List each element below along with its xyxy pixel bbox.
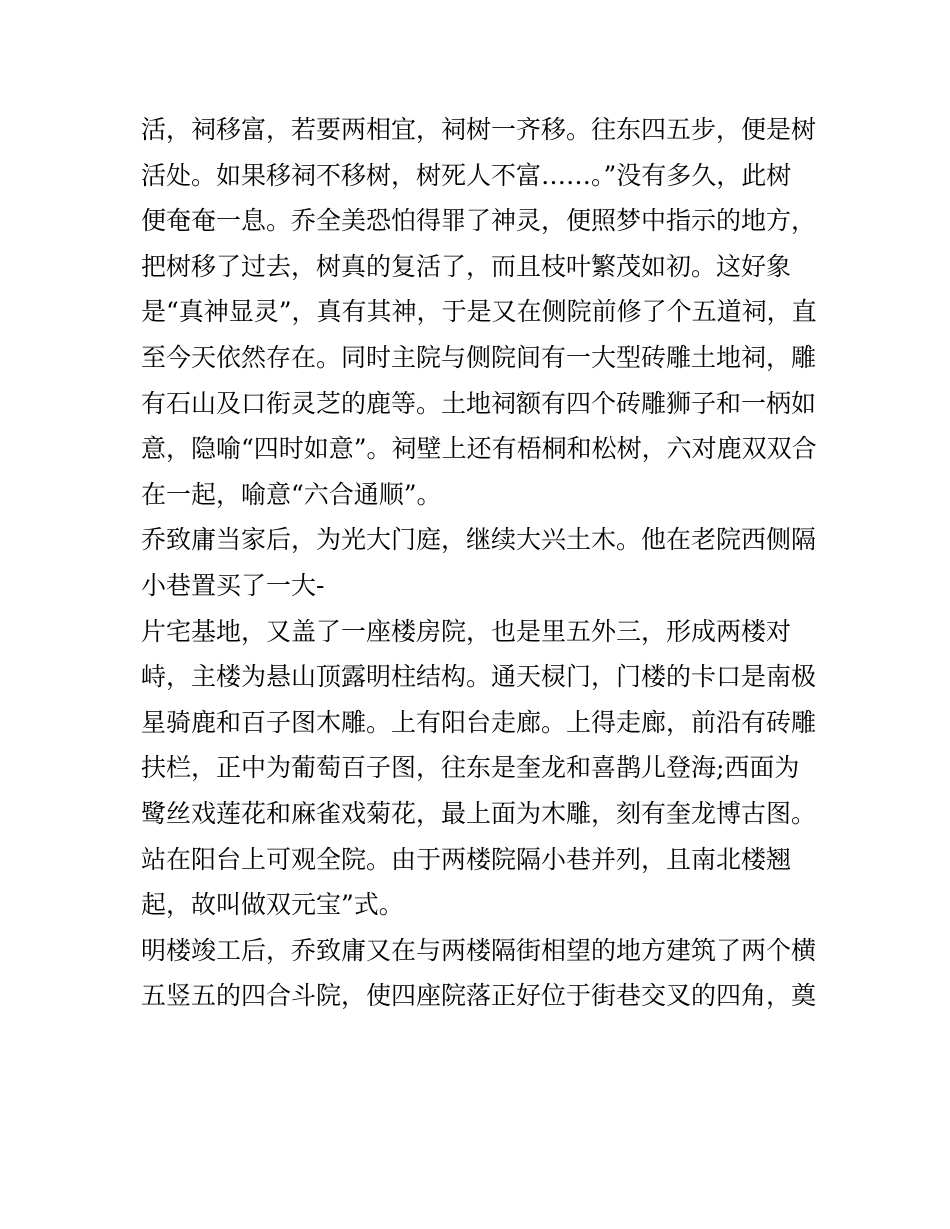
text-line: 星骑鹿和百子图木雕。上有阳台走廊。上得走廊，前沿有砖雕: [141, 707, 817, 737]
text-line: 五竖五的四合斗院，使四座院落正好位于街巷交叉的四角，奠: [141, 981, 817, 1011]
text-line: 峙，主楼为悬山顶露明柱结构。通天棂门，门楼的卡口是南极: [141, 662, 817, 692]
text-line: 站在阳台上可观全院。由于两楼院隔小巷并列，且南北楼翘: [141, 844, 792, 874]
text-line: 把树移了过去，树真的复活了，而且枝叶繁茂如初。这好象: [141, 251, 792, 281]
text-line: 活，祠移富，若要两相宜，祠树一齐移。往东四五步，便是树: [141, 115, 817, 144]
text-line: 是“真神显灵”，真有其神，于是又在侧院前修了个五道祠，直: [141, 297, 817, 327]
body-text: [141, 107, 821, 1019]
text-line: 扶栏，正中为葡萄百子图，往东是奎龙和喜鹊儿登海;西面为: [141, 753, 800, 783]
text-line: 乔致庸当家后，为光大门庭，继续大兴土木。他在老院西侧隔: [141, 525, 817, 555]
text-line: 便奄奄一息。乔全美恐怕得罪了神灵，便照梦中指示的地方，: [141, 206, 817, 236]
text-line: 明楼竣工后，乔致庸又在与两楼隔街相望的地方建筑了两个横: [141, 935, 817, 965]
text-line: 至今天依然存在。同时主院与侧院间有一大型砖雕土地祠，雕: [141, 342, 817, 372]
text-line: 在一起，喻意“六合通顺”。: [141, 479, 442, 509]
text-line: 有石山及口衔灵芝的鹿等。土地祠额有四个砖雕狮子和一柄如: [141, 388, 817, 418]
text-line: 片宅基地，又盖了一座楼房院，也是里五外三，形成两楼对: [141, 616, 792, 646]
text-line: 鹭丝戏莲花和麻雀戏菊花，最上面为木雕，刻有奎龙博古图。: [141, 798, 817, 828]
text-line: 起，故叫做双元宝”式。: [141, 890, 404, 920]
text-line: 活处。如果移祠不移树，树死人不富……。”没有多久，此树: [141, 160, 792, 190]
text-line: 小巷置买了一大-: [141, 570, 325, 600]
text-line: 意，隐喻“四时如意”。祠壁上还有梧桐和松树，六对鹿双双合: [141, 434, 817, 464]
